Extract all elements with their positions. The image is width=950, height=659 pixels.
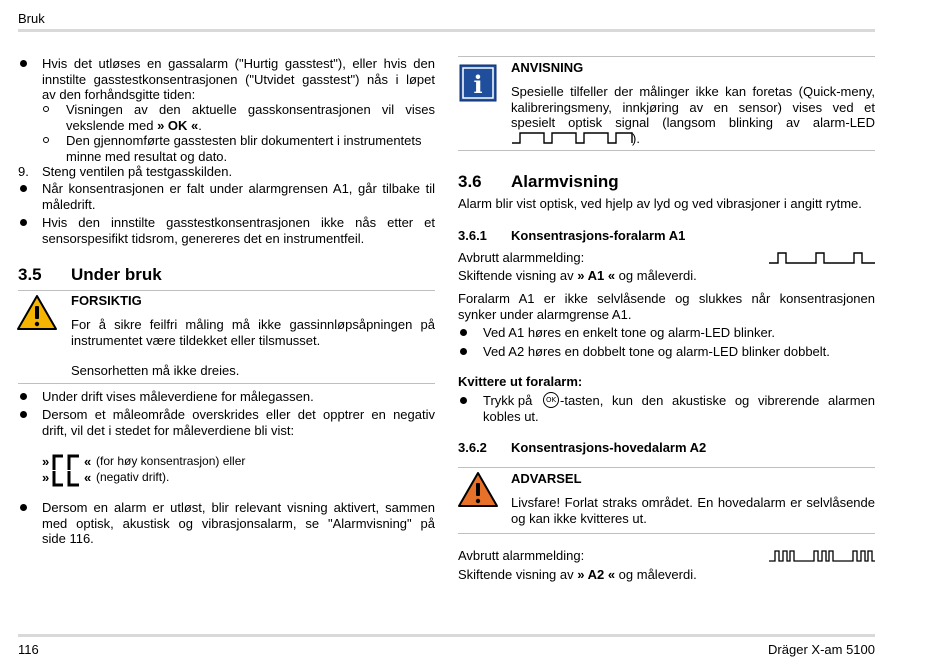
bullet-text-alarm-triggered-3: side 116.	[42, 531, 94, 546]
bullet-text-alarm-triggered: Dersom en alarm er utløst, blir relevant visning aktivert, sammen	[42, 500, 435, 515]
bullet-dot	[20, 60, 27, 67]
bullet-dot	[460, 397, 467, 404]
sub-bullet-memory-2: minne med resultat og dato.	[66, 148, 228, 164]
product-name: Dräger X-am 5100	[768, 642, 875, 657]
bullet-text-gas-alarm: Hvis det utløses en gassalarm ("Hurtig gasstest"), eller hvis den	[42, 56, 435, 71]
running-header: Bruk	[18, 11, 45, 26]
note-text-3: spesielt optisk signal (langsom blinking av alarm-LED	[511, 115, 875, 130]
display-high-text: (for høy konsentrasjon) eller	[96, 454, 246, 468]
note-text-2: kalibreringsmeny, innkjøring av en sensor) vises ved et	[511, 99, 875, 115]
acknowledge-title: Kvittere ut foralarm:	[458, 374, 583, 389]
a2-interrupted-label: Avbrutt alarmmelding:	[458, 548, 585, 563]
subsection-number: 3.6.2	[458, 440, 487, 455]
alarm-intro-text: Alarm blir vist optisk, ved hjelp av lyd og ved vibrasjoner i angitt rytme.	[458, 196, 862, 211]
a2-double-pulse-signal-icon	[769, 549, 876, 563]
a1-bullet-double-tone: Ved A2 høres en dobbelt tone og alarm-LED blinker dobbelt.	[483, 344, 830, 359]
header-divider	[18, 29, 875, 32]
a1-bullet-single-tone: Ved A1 høres en enkelt tone og alarm-LED blinker.	[483, 325, 775, 340]
bullet-dot	[20, 504, 27, 511]
display-quote-open: »	[42, 470, 50, 485]
a1-interrupted-label: Avbrutt alarmmelding:	[458, 250, 585, 265]
note-text: Spesielle tilfeller der målinger ikke kan foretas (Quick-meny,	[511, 84, 875, 99]
step-text: Steng ventilen på testgasskilden.	[42, 164, 233, 179]
page-number: 116	[18, 642, 39, 657]
section-title: Alarmvisning	[511, 172, 619, 191]
bullet-dot	[20, 185, 27, 192]
bullet-text-alarm-limit-2: måledrift.	[42, 196, 96, 212]
caution-title: FORSIKTIG	[71, 293, 142, 308]
a1-description: Foralarm A1 er ikke selvlåsende og slukkes når konsentrasjonen	[458, 291, 875, 306]
display-neg-text: (negativ drift).	[96, 470, 170, 484]
caution-text-2: instrumentet være tildekket eller tilsmusset.	[71, 332, 321, 348]
a1-description-2: synker under alarmgrense A1.	[458, 306, 632, 322]
section-divider	[18, 290, 435, 291]
caution-text-sensor-cap: Sensorhetten må ikke dreies.	[71, 363, 240, 378]
slow-blink-signal-icon	[512, 131, 634, 145]
bullet-text-device-error: Hvis den innstilte gasstestkonsentrasjonen ikke nås etter et	[42, 215, 435, 230]
note-bottom-divider	[458, 150, 875, 151]
display-quote-close: «	[84, 454, 92, 469]
acknowledge-text-start: Trykk på	[483, 393, 533, 408]
sub-bullet-display-2: vekslende med » OK «.	[66, 117, 202, 133]
bullet-text-operation: Under drift vises måleverdiene for målegassen.	[42, 389, 314, 404]
a1-display-text: » A1 «	[577, 268, 616, 283]
note-top-divider	[458, 56, 875, 57]
warning-text: Livsfare! Forlat straks området. En hovedalarm er selvlåsende	[511, 495, 875, 510]
warning-top-divider	[458, 467, 875, 468]
note-text-end: ).	[632, 130, 640, 146]
ok-key-icon: OK	[543, 392, 559, 408]
caution-divider	[18, 383, 435, 384]
subsection-number: 3.6.1	[458, 228, 487, 243]
a1-single-pulse-signal-icon	[769, 251, 876, 265]
display-quote-close: «	[84, 470, 92, 485]
warning-title: ADVARSEL	[511, 471, 582, 486]
svg-text:i: i	[473, 70, 483, 99]
display-quote-open: »	[42, 454, 50, 469]
sub-bullet-ring	[43, 106, 49, 112]
bullet-dot	[460, 348, 467, 355]
subsection-title: Konsentrasjons-foralarm A1	[511, 228, 686, 243]
a2-alternating-text: Skiftende visning av » A2 « og måleverdi.	[458, 567, 697, 582]
acknowledge-text-2: kobles ut.	[483, 408, 539, 424]
a1-alternating-text: Skiftende visning av » A1 « og måleverdi.	[458, 268, 697, 283]
caution-triangle-icon	[16, 294, 58, 332]
bullet-text-device-error-2: sensorspesifikt tidsrom, genereres det en instrumentfeil.	[42, 230, 365, 246]
step-number: 9.	[18, 164, 29, 179]
acknowledge-text: -tasten, kun den akustiske og vibrerende alarmen	[560, 393, 875, 408]
sub-bullet-memory: Den gjennomførte gasstesten blir dokumentert i instrumentets	[66, 133, 422, 148]
bullet-dot	[20, 411, 27, 418]
warning-triangle-icon	[457, 471, 499, 509]
subsection-title: Konsentrasjons-hovedalarm A2	[511, 440, 707, 455]
overrange-display-icon	[52, 454, 82, 471]
bullet-text-range-exceeded: Dersom et måleområde overskrides eller det opptrer en negativ	[42, 407, 435, 422]
bullet-dot	[20, 393, 27, 400]
bullet-text-alarm-triggered-2: med optisk, akustisk og vibrasjonsalarm, se "Alarmvisning" på	[42, 515, 435, 531]
warning-text-2: og kan ikke kvitteres ut.	[511, 510, 647, 526]
section-number: 3.5	[18, 265, 42, 284]
bullet-text-range-exceeded-2: drift, vil det i stedet for måleverdiene bli vist:	[42, 422, 295, 438]
sub-bullet-ring	[43, 137, 49, 143]
note-title: ANVISNING	[511, 60, 584, 75]
footer-divider	[18, 634, 875, 637]
bullet-text-gas-alarm-3: av den forhåndsgitte tiden:	[42, 87, 196, 102]
bullet-text-alarm-limit: Når konsentrasjonen er falt under alarmgrensen A1, går tilbake til	[42, 181, 435, 196]
negative-drift-display-icon	[52, 470, 82, 487]
caution-text: For å sikre feilfri måling må ikke gassinnløpsåpningen på	[71, 317, 435, 332]
info-icon	[459, 64, 497, 102]
ok-display-text: » OK «	[157, 117, 199, 133]
bullet-text-gas-alarm-2: innstilte gasstestkonsentrasjonen ("Utvidet gasstest") nås i løpet	[42, 71, 435, 87]
a2-display-text: » A2 «	[577, 567, 616, 582]
bullet-dot	[20, 219, 27, 226]
section-number: 3.6	[458, 172, 482, 191]
warning-bottom-divider	[458, 533, 875, 534]
bullet-dot	[460, 329, 467, 336]
sub-bullet-display: Visningen av den aktuelle gasskonsentrasjonen vil vises	[66, 102, 435, 117]
section-title: Under bruk	[71, 265, 162, 284]
